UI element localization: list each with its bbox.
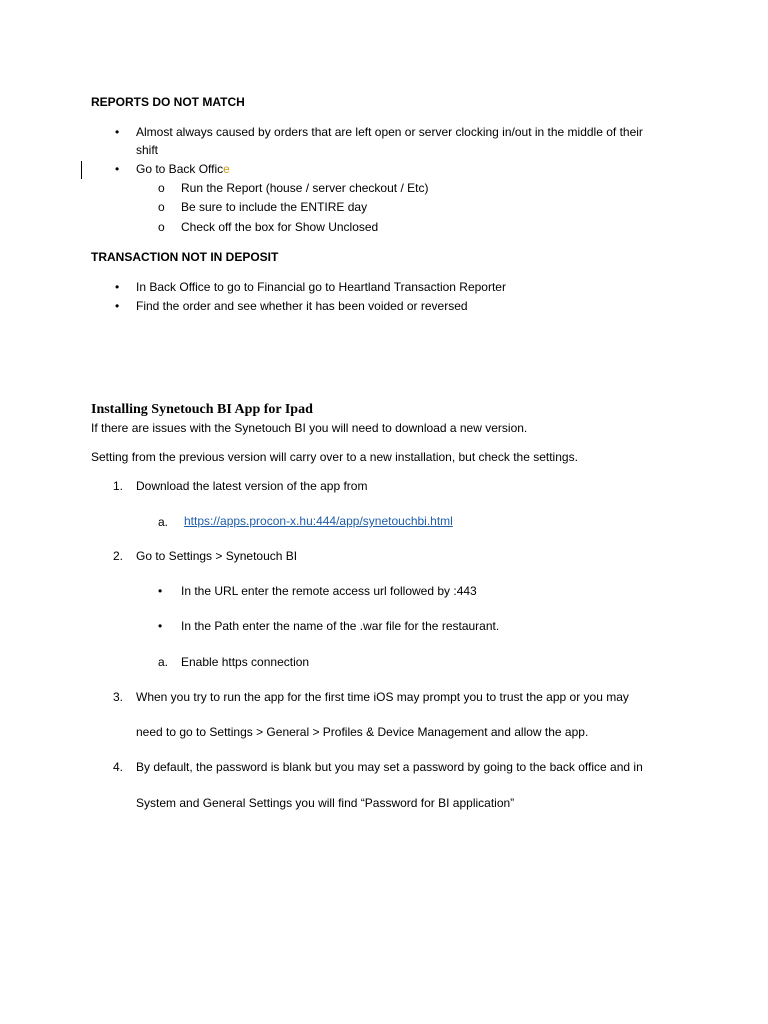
bullet-marker: •	[158, 584, 163, 598]
step-text: Go to Settings > Synetouch BI	[136, 549, 298, 563]
bullet-marker: •	[115, 280, 120, 294]
step-number: 1.	[113, 479, 124, 493]
section-heading-reports: REPORTS DO NOT MATCH	[91, 95, 245, 109]
step-text: Download the latest version of the app from	[136, 479, 368, 493]
paragraph: If there are issues with the Synetouch BI you will need to download a new version.	[91, 421, 528, 435]
sub-bullet-text: Be sure to include the ENTIRE day	[181, 200, 368, 214]
step-number: 2.	[113, 549, 124, 563]
step-number: 4.	[113, 760, 124, 774]
bullet-text-main: Go to Back Offic	[136, 162, 224, 176]
paragraph: Setting from the previous version will carry over to a new installation, but check the settings.	[91, 450, 578, 464]
sub-step-marker: a.	[158, 655, 169, 669]
step-text-continuation: System and General Settings you will find “Password for BI application”	[136, 796, 515, 810]
sub-bullet-marker: o	[158, 181, 165, 195]
step-text: When you try to run the app for the first time iOS may prompt you to trust the app or you may	[136, 690, 629, 704]
bullet-marker: •	[158, 619, 163, 633]
step-text-continuation: need to go to Settings > General > Profiles & Device Management and allow the app.	[136, 725, 589, 739]
bullet-text-accent: e	[223, 162, 230, 176]
bullet-marker: •	[115, 299, 120, 313]
bullet-text: Find the order and see whether it has been voided or reversed	[136, 299, 468, 313]
sub-step-marker: a.	[158, 515, 169, 529]
bullet-text	[136, 161, 230, 177]
sub-bullet-marker: o	[158, 200, 165, 214]
sub-bullet-text: Check off the box for Show Unclosed	[181, 220, 379, 234]
bullet-text-continuation: shift	[136, 143, 159, 157]
section-heading-transaction: TRANSACTION NOT IN DEPOSIT	[91, 250, 279, 264]
sub-bullet-text: Run the Report (house / server checkout / Etc)	[181, 181, 429, 195]
step-text: By default, the password is blank but you may set a password by going to the back office and in	[136, 760, 643, 774]
sub-bullet-marker: o	[158, 220, 165, 234]
section-heading-installing: Installing Synetouch BI App for Ipad	[91, 402, 313, 417]
step-number: 3.	[113, 690, 124, 704]
bullet-text: In the URL enter the remote access url followed by :443	[181, 584, 477, 598]
sub-step-text: Enable https connection	[181, 655, 310, 669]
bullet-text: In Back Office to go to Financial go to Heartland Transaction Reporter	[136, 280, 506, 294]
bullet-marker: •	[115, 125, 120, 139]
bullet-marker: •	[115, 162, 120, 176]
bullet-text: Almost always caused by orders that are left open or server clocking in/out in the middle of their	[136, 125, 643, 139]
text-cursor	[81, 161, 82, 179]
bullet-text: In the Path enter the name of the .war file for the restaurant.	[181, 619, 500, 633]
download-link[interactable]: https://apps.procon-x.hu:444/app/synetouchbi.html	[184, 514, 453, 528]
